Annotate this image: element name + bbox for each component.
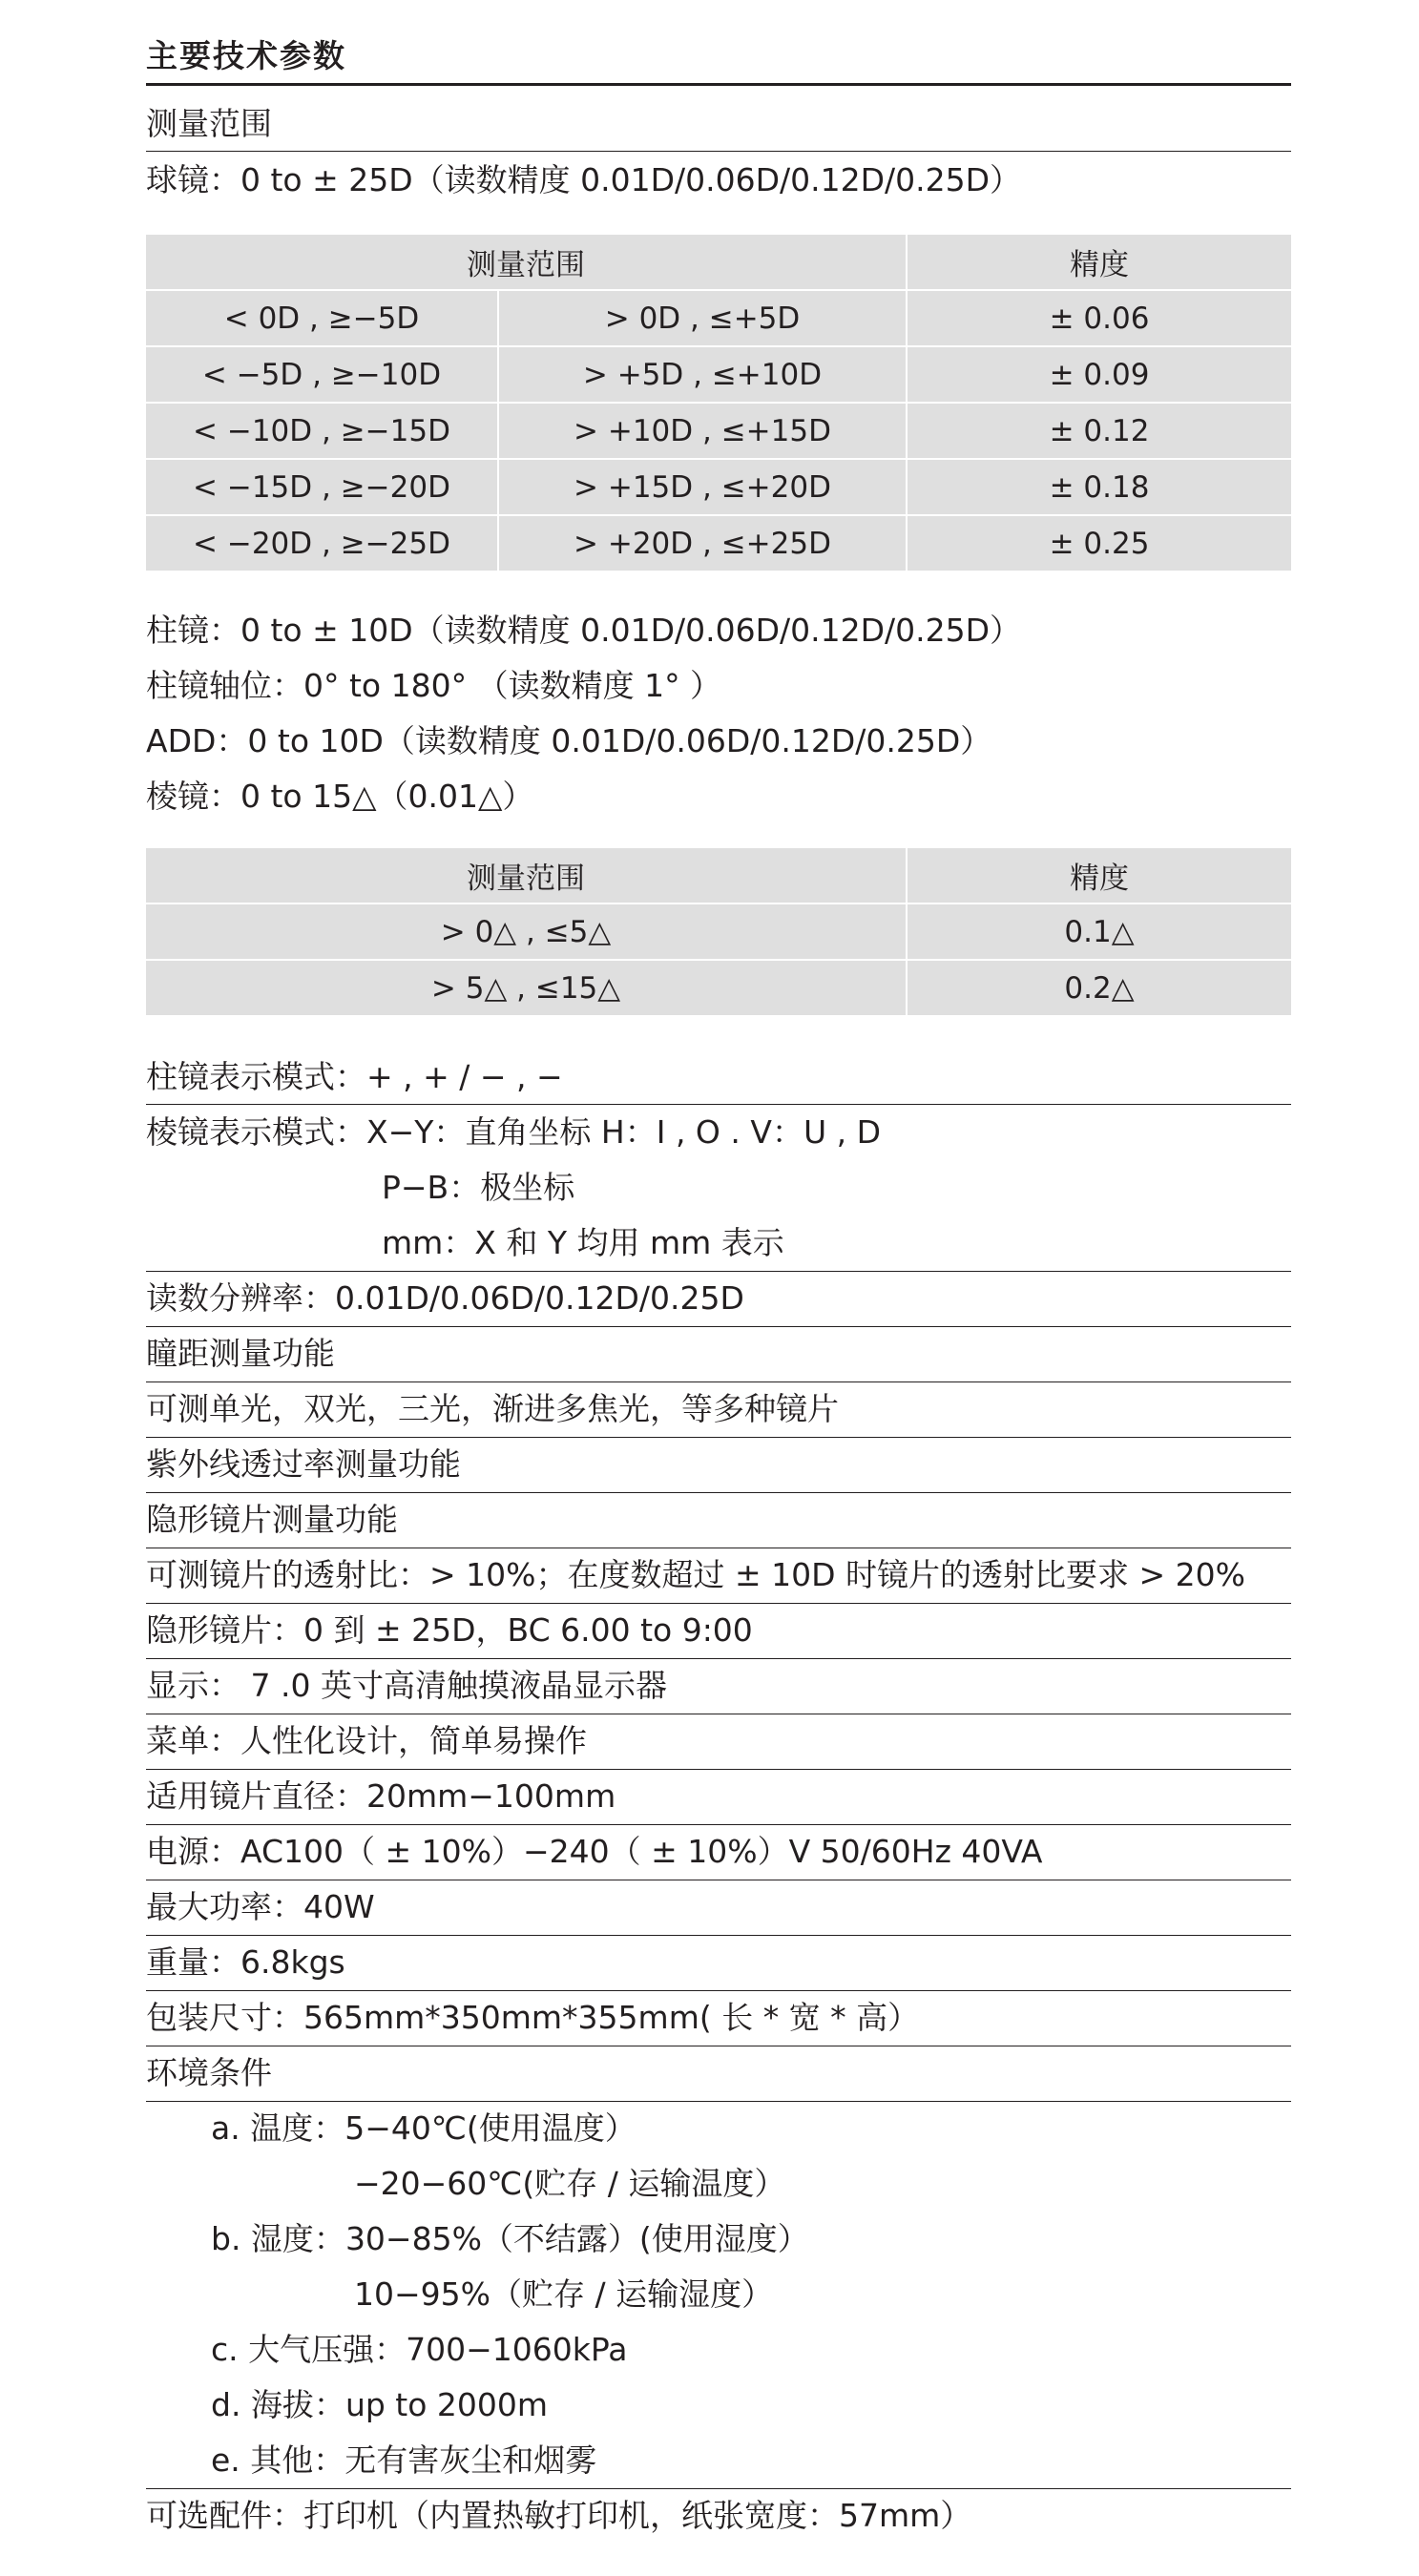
- menu-value: 人性化设计，简单易操作: [240, 1722, 587, 1759]
- cylinder-mode-label: 柱镜表示模式：: [146, 1058, 366, 1095]
- cell-precision: ± 0.09: [907, 346, 1291, 403]
- add-value: 0 to 10D（读数精度 0.01D/0.06D/0.12D/0.25D）: [247, 722, 992, 759]
- package-value: 565mm*350mm*355mm( 长 * 宽 * 高）: [303, 1999, 920, 2036]
- divider: [146, 1271, 1291, 1272]
- cell-precision: ± 0.18: [907, 459, 1291, 515]
- menu-label: 菜单：: [146, 1722, 240, 1759]
- temperature-value: 5−40℃(使用温度）: [344, 2109, 636, 2147]
- other-value: 无有害灰尘和烟雾: [344, 2441, 597, 2479]
- cell-positive-range: > 0D , ≤+5D: [498, 290, 907, 346]
- resolution-value: 0.01D/0.06D/0.12D/0.25D: [335, 1279, 744, 1317]
- prism-mode-spec: [146, 1111, 1291, 1153]
- cell-negative-range: < −5D , ≥−10D: [146, 346, 498, 403]
- divider: [146, 1824, 1291, 1825]
- humidity-label: b. 湿度：: [211, 2220, 345, 2257]
- axis-spec: [146, 665, 1291, 707]
- diameter-label: 适用镜片直径：: [146, 1777, 366, 1815]
- pressure-spec: [211, 2329, 628, 2371]
- temperature-spec: [211, 2108, 636, 2150]
- cylinder-mode-spec: [146, 1056, 1291, 1098]
- lens-types: 可测单光，双光，三光，渐进多焦光，等多种镜片: [146, 1390, 839, 1427]
- cell-positive-range: > +15D , ≤+20D: [498, 459, 907, 515]
- divider: [146, 1935, 1291, 1936]
- add-label: ADD：: [146, 722, 248, 759]
- prism-precision-table: [146, 848, 1291, 1015]
- transmittance-value: > 10%；在度数超过 ± 10D 时镜片的透射比要求 > 20%: [429, 1556, 1245, 1593]
- contact-lens-spec: [146, 1610, 1291, 1652]
- other-spec: [211, 2440, 596, 2482]
- table-row: [146, 290, 1291, 346]
- divider: [146, 1769, 1291, 1770]
- divider: [146, 2488, 1291, 2489]
- cell-positive-range: > +10D , ≤+15D: [498, 403, 907, 459]
- prism-label: 棱镜：: [146, 778, 240, 815]
- divider: [146, 151, 1291, 152]
- altitude-spec: [211, 2384, 548, 2426]
- divider: [146, 1658, 1291, 1659]
- cell-precision: ± 0.12: [907, 403, 1291, 459]
- header-precision: 精度: [907, 235, 1291, 290]
- divider: [146, 1381, 1291, 1382]
- cell-precision: 0.2△: [907, 960, 1291, 1015]
- cylinder-value: 0 to ± 10D（读数精度 0.01D/0.06D/0.12D/0.25D）: [240, 612, 1022, 649]
- cell-range: > 0△ , ≤5△: [146, 904, 907, 960]
- package-spec: [146, 1997, 1291, 2039]
- cylinder-mode-value: + , + / − , −: [366, 1058, 563, 1095]
- display-label: 显示：: [146, 1667, 240, 1704]
- table-header-row: [146, 235, 1291, 290]
- add-spec: [146, 720, 1291, 762]
- sphere-spec: [146, 159, 1291, 201]
- table-row: [146, 346, 1291, 403]
- cell-precision: 0.1△: [907, 904, 1291, 960]
- prism-mode-line: P−B：极坐标: [382, 1169, 575, 1206]
- table-row: [146, 515, 1291, 571]
- cell-precision: ± 0.25: [907, 515, 1291, 571]
- sphere-precision-table: [146, 235, 1291, 571]
- prism-value: 0 to 15△（0.01△）: [240, 778, 534, 815]
- power-spec: [146, 1831, 1291, 1873]
- divider: [146, 2101, 1291, 2102]
- humidity-storage-value: 10−95%（贮存 / 运输湿度）: [354, 2275, 774, 2313]
- weight-value: 6.8kgs: [240, 1943, 345, 1981]
- sphere-value: 0 to ± 25D（读数精度 0.01D/0.06D/0.12D/0.25D）: [240, 161, 1022, 198]
- divider: [146, 1990, 1291, 1991]
- sphere-label: 球镜：: [146, 161, 240, 198]
- other-label: e. 其他：: [211, 2441, 345, 2479]
- axis-label: 柱镜轴位：: [146, 667, 303, 704]
- options-value: 打印机（内置热敏打印机，纸张宽度：57mm）: [303, 2497, 972, 2534]
- cell-negative-range: < −10D , ≥−15D: [146, 403, 498, 459]
- measure-range-heading: 测量范围: [146, 105, 272, 142]
- cylinder-spec: [146, 610, 1291, 652]
- altitude-value: up to 2000m: [344, 2386, 549, 2423]
- prism-mode-label: 棱镜表示模式：: [146, 1113, 366, 1151]
- divider: [146, 1104, 1291, 1105]
- max-power-label: 最大功率：: [146, 1888, 303, 1925]
- axis-value: 0° to 180° （读数精度 1° ）: [303, 667, 722, 704]
- cell-positive-range: > +20D , ≤+25D: [498, 515, 907, 571]
- contact-lens-value: 0 到 ± 25D，BC 6.00 to 9:00: [303, 1611, 753, 1649]
- transmittance-label: 可测镜片的透射比：: [146, 1556, 429, 1593]
- pressure-value: 700−1060kPa: [406, 2331, 628, 2368]
- transmittance-spec: [146, 1554, 1291, 1596]
- options-spec: [146, 2495, 1291, 2537]
- cell-precision: ± 0.06: [907, 290, 1291, 346]
- menu-spec: [146, 1720, 1291, 1762]
- weight-spec: [146, 1942, 1291, 1984]
- max-power-spec: [146, 1886, 1291, 1928]
- title-divider: [146, 83, 1291, 86]
- humidity-spec: [211, 2218, 809, 2260]
- cell-negative-range: < −20D , ≥−25D: [146, 515, 498, 571]
- temperature-storage-value: −20−60℃(贮存 / 运输温度）: [354, 2165, 786, 2202]
- environment-heading: 环境条件: [146, 2054, 272, 2091]
- cell-negative-range: < −15D , ≥−20D: [146, 459, 498, 515]
- cell-positive-range: > +5D , ≤+10D: [498, 346, 907, 403]
- contact-lens-label: 隐形镜片：: [146, 1611, 303, 1649]
- options-label: 可选配件：: [146, 2497, 303, 2534]
- resolution-label: 读数分辨率：: [146, 1279, 335, 1317]
- prism-spec: [146, 776, 1291, 818]
- uv-function: 紫外线透过率测量功能: [146, 1445, 461, 1483]
- header-range: 测量范围: [146, 848, 907, 904]
- divider: [146, 1603, 1291, 1604]
- weight-label: 重量：: [146, 1943, 240, 1981]
- table-header-row: [146, 848, 1291, 904]
- divider: [146, 1492, 1291, 1493]
- temperature-label: a. 温度：: [211, 2109, 345, 2147]
- display-value: 7 .0 英寸高清触摸液晶显示器: [240, 1667, 667, 1704]
- contact-lens-function: 隐形镜片测量功能: [146, 1501, 398, 1538]
- power-value: AC100（ ± 10%）−240（ ± 10%）V 50/60Hz 40VA: [240, 1833, 1043, 1870]
- header-range: 测量范围: [146, 235, 907, 290]
- resolution-spec: [146, 1278, 1291, 1319]
- pd-function: 瞳距测量功能: [146, 1335, 335, 1372]
- diameter-spec: [146, 1776, 1291, 1818]
- cylinder-label: 柱镜：: [146, 612, 240, 649]
- diameter-value: 20mm−100mm: [366, 1777, 616, 1815]
- prism-mode-line: mm：X 和 Y 均用 mm 表示: [382, 1224, 784, 1261]
- divider: [146, 1326, 1291, 1327]
- header-precision: 精度: [907, 848, 1291, 904]
- table-row: [146, 904, 1291, 960]
- display-spec: [146, 1665, 1291, 1707]
- cell-negative-range: < 0D , ≥−5D: [146, 290, 498, 346]
- table-row: [146, 960, 1291, 1015]
- divider: [146, 1437, 1291, 1438]
- altitude-label: d. 海拔：: [211, 2386, 345, 2423]
- table-row: [146, 403, 1291, 459]
- prism-mode-line: X−Y：直角坐标 H：I , O . V：U , D: [366, 1113, 881, 1151]
- max-power-value: 40W: [303, 1888, 375, 1925]
- cell-range: > 5△ , ≤15△: [146, 960, 907, 1015]
- table-row: [146, 459, 1291, 515]
- power-label: 电源：: [146, 1833, 240, 1870]
- page-title: 主要技术参数: [146, 37, 346, 74]
- package-label: 包装尺寸：: [146, 1999, 303, 2036]
- humidity-value: 30−85%（不结露）(使用湿度）: [344, 2220, 809, 2257]
- pressure-label: c. 大气压强：: [211, 2331, 407, 2368]
